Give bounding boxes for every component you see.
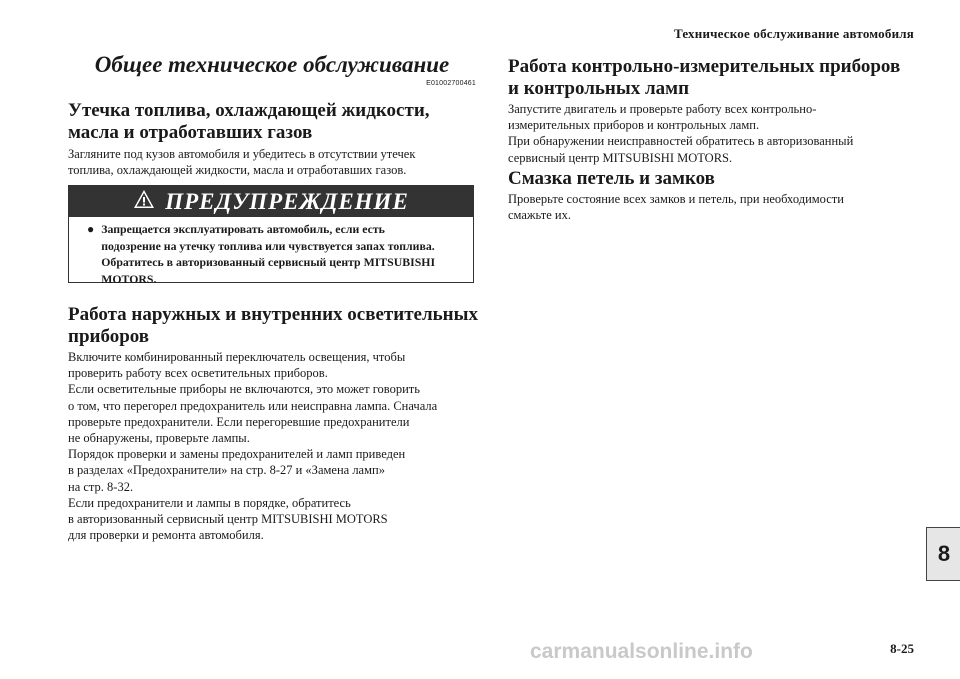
warning-header xyxy=(69,186,473,217)
lights-section xyxy=(68,304,480,543)
hinges-section xyxy=(508,168,908,223)
warning-body xyxy=(69,217,473,287)
warning-triangle-icon xyxy=(133,189,155,214)
running-header: Техническое обслуживание автомобиля xyxy=(673,26,914,41)
warning-text: Запрещается эксплуатировать автомобиль, если есть подозрение на утечку топлива или чувствуется запах топлива. Обратитесь в авторизованный сервисный центр MITSUBISHI MOTORS. xyxy=(101,222,436,286)
leak-heading: Утечка топлива, охлаждающей жидкости, масла и отработавших газов xyxy=(68,100,430,143)
hinges-body: Проверьте состояние всех замков и петель, при необходимости смажьте их. xyxy=(508,192,844,223)
page-number: 8-25 xyxy=(890,641,914,656)
leak-body: Загляните под кузов автомобиля и убедитесь в отсутствии утечек топлива, охлаждающей жидкости, масла и отработавших газов. xyxy=(68,147,416,178)
gauges-heading: Работа контрольно-измерительных приборов и контрольных ламп xyxy=(508,56,901,99)
lights-body: Включите комбинированный переключатель освещения, чтобы проверить работу всех осветительных приборов. Если осветительные приборы не включаются, это может говорить о том, что перегорел предохранитель или неисправна лампа. Сначала проверьте предохранители. Если перегоревшие предохранители не обнаружены, проверьте лампы. Порядок проверки и замены предохранителей и ламп приведен в разделах «Предохранители» на стр. 8-27 и «Замена ламп» на стр. 8-32. Если предохранители и лампы в порядке, обратитесь в авторизованный сервисный центр MITSUBISHI MOTORS для проверки и ремонта автомобиля. xyxy=(68,350,438,543)
gauges-section xyxy=(508,56,908,166)
leak-section xyxy=(68,100,480,178)
warning-box xyxy=(68,185,474,286)
lights-heading: Работа наружных и внутренних осветительных приборов xyxy=(68,304,478,347)
document-code: E01002700461 xyxy=(426,80,476,87)
watermark: carmanualsonline.info xyxy=(530,640,753,663)
chapter-tab: 8 xyxy=(926,527,960,581)
warning-title: ПРЕДУПРЕЖДЕНИЕ xyxy=(165,188,409,214)
bullet-icon: ● xyxy=(87,222,95,236)
gauges-body: Запустите двигатель и проверьте работу всех контрольно- измерительных приборов и контрольных ламп. При обнаружении неисправностей обратитесь в авторизованный сервисный центр MITSUBISHI MOTORS. xyxy=(508,102,854,165)
section-title: Общее техническое обслуживание xyxy=(94,52,450,77)
hinges-heading: Смазка петель и замков xyxy=(508,168,715,189)
